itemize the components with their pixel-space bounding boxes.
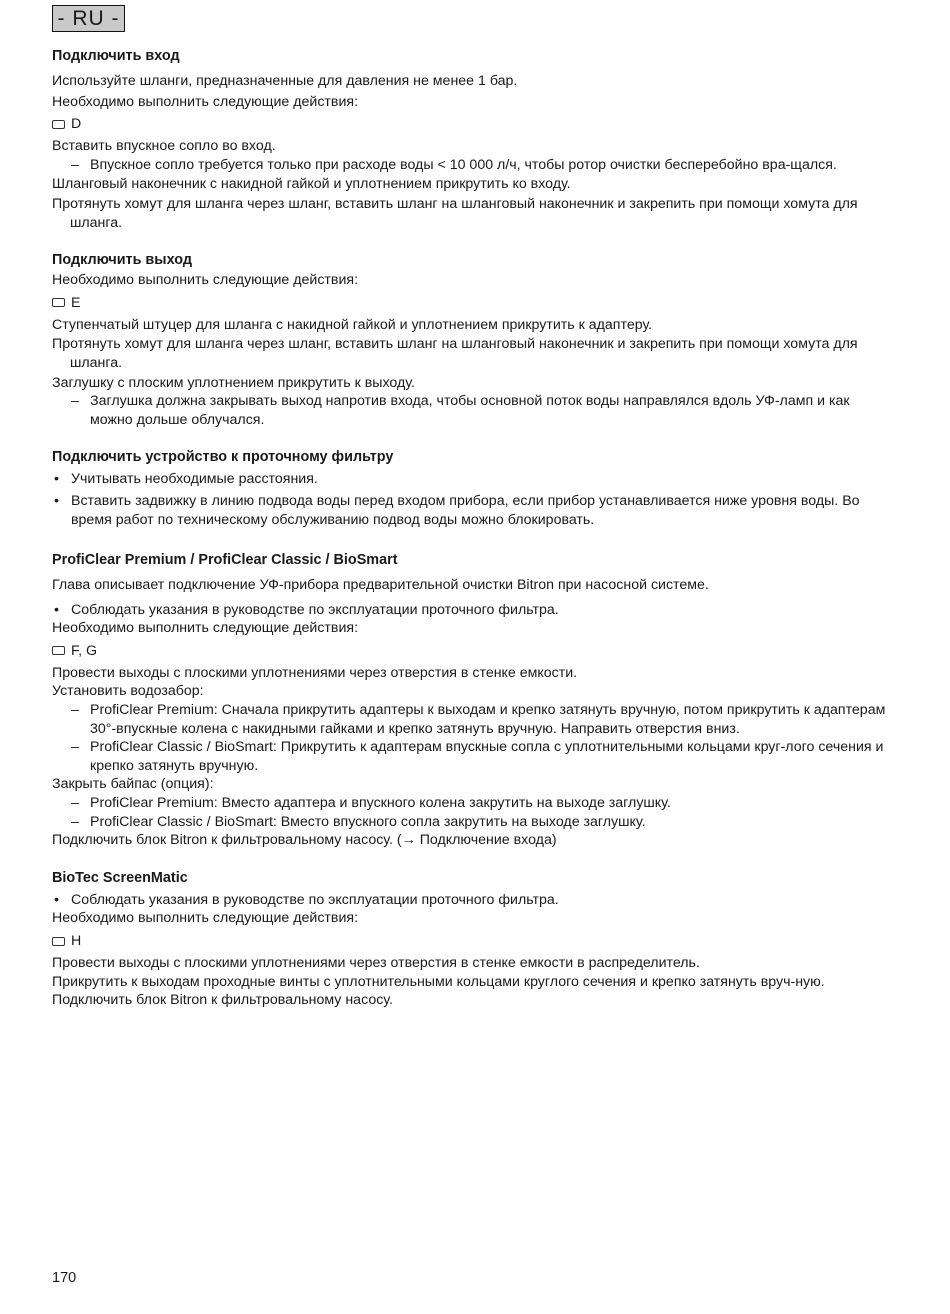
- step-text: Протянуть хомут для шланга через шланг, вставить шланг на шланговый наконечник и закрепить при помощи хомута для шланга.: [52, 195, 858, 231]
- steps-label: Необходимо выполнить следующие действия:: [52, 272, 359, 289]
- steps-label: Необходимо выполнить следующие действия:: [52, 93, 359, 110]
- dash-note: – Заглушка должна закрывать выход напротив входа, чтобы основной поток воды направлялся вдоль УФ-ламп и как можно дольше облучался.: [52, 392, 892, 429]
- step-text: Протянуть хомут для шланга через шланг, вставить шланг на шланговый наконечник и закрепить при помощи хомута для шланга.: [52, 336, 858, 371]
- book-icon: [52, 298, 65, 307]
- dash-note: – ProfiClear Premium: Сначала прикрутить адаптеры к выходам и крепко затянуть вручную, потом прикрутить к адаптерам 30°-впускные колена с накидными гайками и крепко затянуть вручную. Направить отверстия вниз.: [52, 701, 892, 738]
- figure-label: F, G: [71, 642, 98, 659]
- figure-reference: [52, 114, 892, 134]
- step-text: Вставить впускное сопло во вход.: [52, 138, 276, 155]
- document-body: [52, 46, 892, 1010]
- dash-note: – Впускное сопло требуется только при расходе воды < 10 000 л/ч, чтобы ротор очистки бесперебойно вра-щался.: [52, 156, 892, 175]
- section-connect-outlet: [52, 250, 892, 429]
- dash-note: – ProfiClear Classic / BioSmart: Прикрутить к адаптерам впускные сопла с уплотнительными кольцами круг-лого сечения и крепко затянуть вручную.: [52, 738, 892, 775]
- intro-text: Используйте шланги, предназначенные для давления не менее 1 бар.: [52, 73, 518, 89]
- figure-label: D: [71, 116, 82, 133]
- step-text: Подключить блок Bitron к фильтровальному насосу. (→ Подключение входа): [52, 832, 557, 849]
- dash-note: – ProfiClear Classic / BioSmart: Вместо впускного сопла закрутить на выходе заглушку.: [52, 813, 892, 832]
- step-text: Подключить блок Bitron к фильтровальному насосу.: [52, 992, 393, 1009]
- section-title: BioTec ScreenMatic: [52, 869, 188, 886]
- section-connect-inlet: [52, 46, 892, 232]
- section-connect-to-filter: [52, 447, 892, 529]
- book-icon: [52, 937, 65, 946]
- step-text: Закрыть байпас (опция):: [52, 776, 214, 793]
- figure-reference: [52, 641, 892, 661]
- section-title: Подключить выход: [52, 252, 192, 269]
- section-title: Подключить вход: [52, 48, 180, 64]
- figure-label: H: [71, 933, 82, 949]
- bullet-item: • Учитывать необходимые расстояния.: [52, 470, 892, 489]
- bullet-item: • Соблюдать указания в руководстве по эксплуатации проточного фильтра.: [52, 891, 892, 910]
- steps-label: Необходимо выполнить следующие действия:: [52, 620, 359, 637]
- step-text: Установить водозабор:: [52, 683, 204, 700]
- book-icon: [52, 120, 65, 129]
- dash-note: – ProfiClear Premium: Вместо адаптера и впускного колена закрутить на выходе заглушку.: [52, 794, 892, 813]
- step-text: Заглушку с плоским уплотнением прикрутить к выходу.: [52, 374, 415, 391]
- step-text: Ступенчатый штуцер для шланга с накидной гайкой и уплотнением прикрутить к адаптеру.: [52, 316, 653, 333]
- intro-text: Глава описывает подключение УФ-прибора предварительной очистки Bitron при насосной системе.: [52, 577, 709, 594]
- book-icon: [52, 646, 65, 655]
- section-biotec-screenmatic: [52, 868, 892, 1010]
- language-badge: - RU -: [52, 5, 125, 32]
- section-title: Подключить устройство к проточному фильтру: [52, 449, 394, 466]
- figure-label: E: [71, 294, 81, 311]
- section-title: ProfiClear Premium / ProfiClear Classic / BioSmart: [52, 552, 398, 569]
- step-text: Прикрутить к выходам проходные винты с уплотнительными кольцами круглого сечения и крепко затянуть вруч-ную.: [52, 973, 825, 990]
- step-text: Провести выходы с плоскими уплотнениями через отверстия в стенке емкости в распределитель.: [52, 955, 700, 971]
- steps-label: Необходимо выполнить следующие действия:: [52, 910, 359, 927]
- step-text: Провести выходы с плоскими уплотнениями через отверстия в стенке емкости.: [52, 664, 578, 681]
- page-number: 170: [52, 1270, 77, 1286]
- section-proficlear: [52, 550, 892, 850]
- bullet-item: • Вставить задвижку в линию подвода воды перед входом прибора, если прибор устанавливается ниже уровня воды. Во время работ по техническому обслуживанию подвод воды можно блокировать.: [52, 492, 892, 529]
- bullet-item: • Соблюдать указания в руководстве по эксплуатации проточного фильтра.: [52, 601, 892, 620]
- figure-reference: [52, 931, 892, 951]
- step-text: Шланговый наконечник с накидной гайкой и уплотнением прикрутить ко входу.: [52, 176, 571, 193]
- figure-reference: [52, 293, 892, 313]
